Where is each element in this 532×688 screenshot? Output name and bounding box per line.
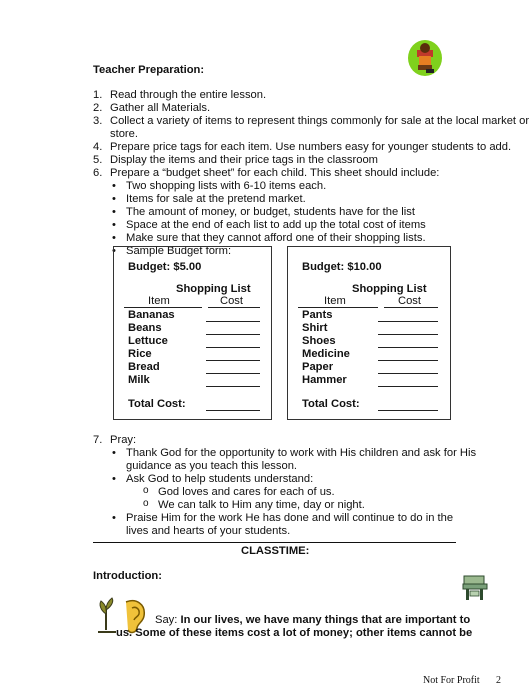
cost-blank[interactable] xyxy=(378,321,438,322)
list-item: Ask God to help students understand: xyxy=(126,473,314,485)
introduction-heading: Introduction: xyxy=(93,570,162,582)
sub-bullet-icon: o xyxy=(143,485,149,496)
list-item-continued: lives and hearts of your students. xyxy=(126,525,291,537)
list-item: Make sure that they cannot afford one of their shopping lists. xyxy=(126,232,426,244)
say-text: In our lives, we have many things that are important to xyxy=(180,614,471,626)
cost-blank[interactable] xyxy=(378,373,438,374)
bullet-icon: • xyxy=(112,232,116,244)
budget-form xyxy=(287,246,451,420)
step-text: Prepare a “budget sheet” for each child. This sheet should include: xyxy=(110,167,440,179)
shopping-list-title: Shopping List xyxy=(352,283,427,295)
step-number: 4. xyxy=(93,141,103,153)
list-item: Shoes xyxy=(302,335,336,347)
list-item: Milk xyxy=(128,374,150,386)
list-item: Medicine xyxy=(302,348,350,360)
list-item: Lettuce xyxy=(128,335,168,347)
budget-amount: Budget: $10.00 xyxy=(302,261,382,273)
list-item: Thank God for the opportunity to work with His children and ask for His xyxy=(126,447,477,459)
list-item: Shirt xyxy=(302,322,328,334)
bullet-icon: • xyxy=(112,193,116,205)
list-item: Two shopping lists with 6-10 items each. xyxy=(126,180,327,192)
list-item: Rice xyxy=(128,348,152,360)
step-text: Gather all Materials. xyxy=(110,102,211,114)
step-text: Read through the entire lesson. xyxy=(110,89,267,101)
step-text: Collect a variety of items to represent things commonly for sale at the local market or xyxy=(110,115,530,127)
cost-blank[interactable] xyxy=(206,347,260,348)
list-item: Hammer xyxy=(302,374,347,386)
header-underline xyxy=(298,307,378,308)
cost-blank[interactable] xyxy=(206,386,260,387)
list-item: Praise Him for the work He has done and will continue to do in the xyxy=(126,512,454,524)
cost-blank[interactable] xyxy=(378,386,438,387)
step-number: 7. xyxy=(93,434,103,446)
bullet-icon: • xyxy=(112,180,116,192)
header-underline xyxy=(208,307,260,308)
header-underline xyxy=(384,307,438,308)
sub-list-item: God loves and cares for each of us. xyxy=(158,486,335,498)
bullet-icon: • xyxy=(112,512,116,524)
list-item: Paper xyxy=(302,361,334,373)
cost-blank[interactable] xyxy=(206,334,260,335)
cost-blank[interactable] xyxy=(206,321,260,322)
list-item: The amount of money, or budget, students have for the list xyxy=(126,206,415,218)
total-cost-label: Total Cost: xyxy=(128,398,186,410)
total-cost-blank[interactable] xyxy=(378,410,438,411)
sub-bullet-icon: o xyxy=(143,498,149,509)
say-paragraph xyxy=(155,614,470,627)
step-number: 5. xyxy=(93,154,103,166)
cost-blank[interactable] xyxy=(378,334,438,335)
total-cost-label: Total Cost: xyxy=(302,398,360,410)
step-text: Pray: xyxy=(110,434,137,446)
classtime-heading: CLASSTIME: xyxy=(241,545,310,557)
say-label: Say: xyxy=(155,614,178,626)
column-header-item: Item xyxy=(148,295,170,307)
step-number: 3. xyxy=(93,115,103,127)
list-item: Bananas xyxy=(128,309,175,321)
column-header-item: Item xyxy=(324,295,346,307)
list-item: Sample Budget form: xyxy=(126,245,232,257)
cost-blank[interactable] xyxy=(378,347,438,348)
header-underline xyxy=(124,307,202,308)
say-text-continued: us. Some of these items cost a lot of money; other items cannot be xyxy=(116,627,473,639)
step-number: 2. xyxy=(93,102,103,114)
shopping-list-title: Shopping List xyxy=(176,283,251,295)
step-text-continued: store. xyxy=(110,128,138,140)
bullet-icon: • xyxy=(112,473,116,485)
teacher-figure-icon xyxy=(406,36,444,78)
footer-text: Not For Profit xyxy=(423,675,480,686)
budget-amount: Budget: $5.00 xyxy=(128,261,202,273)
cost-blank[interactable] xyxy=(206,373,260,374)
list-item-continued: guidance as you teach this lesson. xyxy=(126,460,298,472)
teacher-prep-heading: Teacher Preparation: xyxy=(93,64,205,76)
step-number: 6. xyxy=(93,167,103,179)
bullet-icon: • xyxy=(112,219,116,231)
market-stall-icon xyxy=(460,572,490,602)
cost-blank[interactable] xyxy=(378,360,438,361)
total-cost-blank[interactable] xyxy=(206,410,260,411)
list-item: Space at the end of each list to add up the total cost of items xyxy=(126,219,426,231)
page-number: 2 xyxy=(496,675,501,686)
step-text: Display the items and their price tags in the classroom xyxy=(110,154,378,166)
column-header-cost: Cost xyxy=(220,295,244,307)
step-text: Prepare price tags for each item. Use numbers easy for younger students to add. xyxy=(110,141,512,153)
column-header-cost: Cost xyxy=(398,295,422,307)
list-item: Pants xyxy=(302,309,333,321)
sub-list-item: We can talk to Him any time, day or night. xyxy=(158,499,365,511)
bullet-icon: • xyxy=(112,447,116,459)
list-item: Items for sale at the pretend market. xyxy=(126,193,306,205)
step-number: 1. xyxy=(93,89,103,101)
list-item: Beans xyxy=(128,322,162,334)
bullet-icon: • xyxy=(112,245,116,257)
section-divider xyxy=(93,542,456,543)
budget-form xyxy=(113,246,272,420)
list-item: Bread xyxy=(128,361,160,373)
bullet-icon: • xyxy=(112,206,116,218)
cost-blank[interactable] xyxy=(206,360,260,361)
